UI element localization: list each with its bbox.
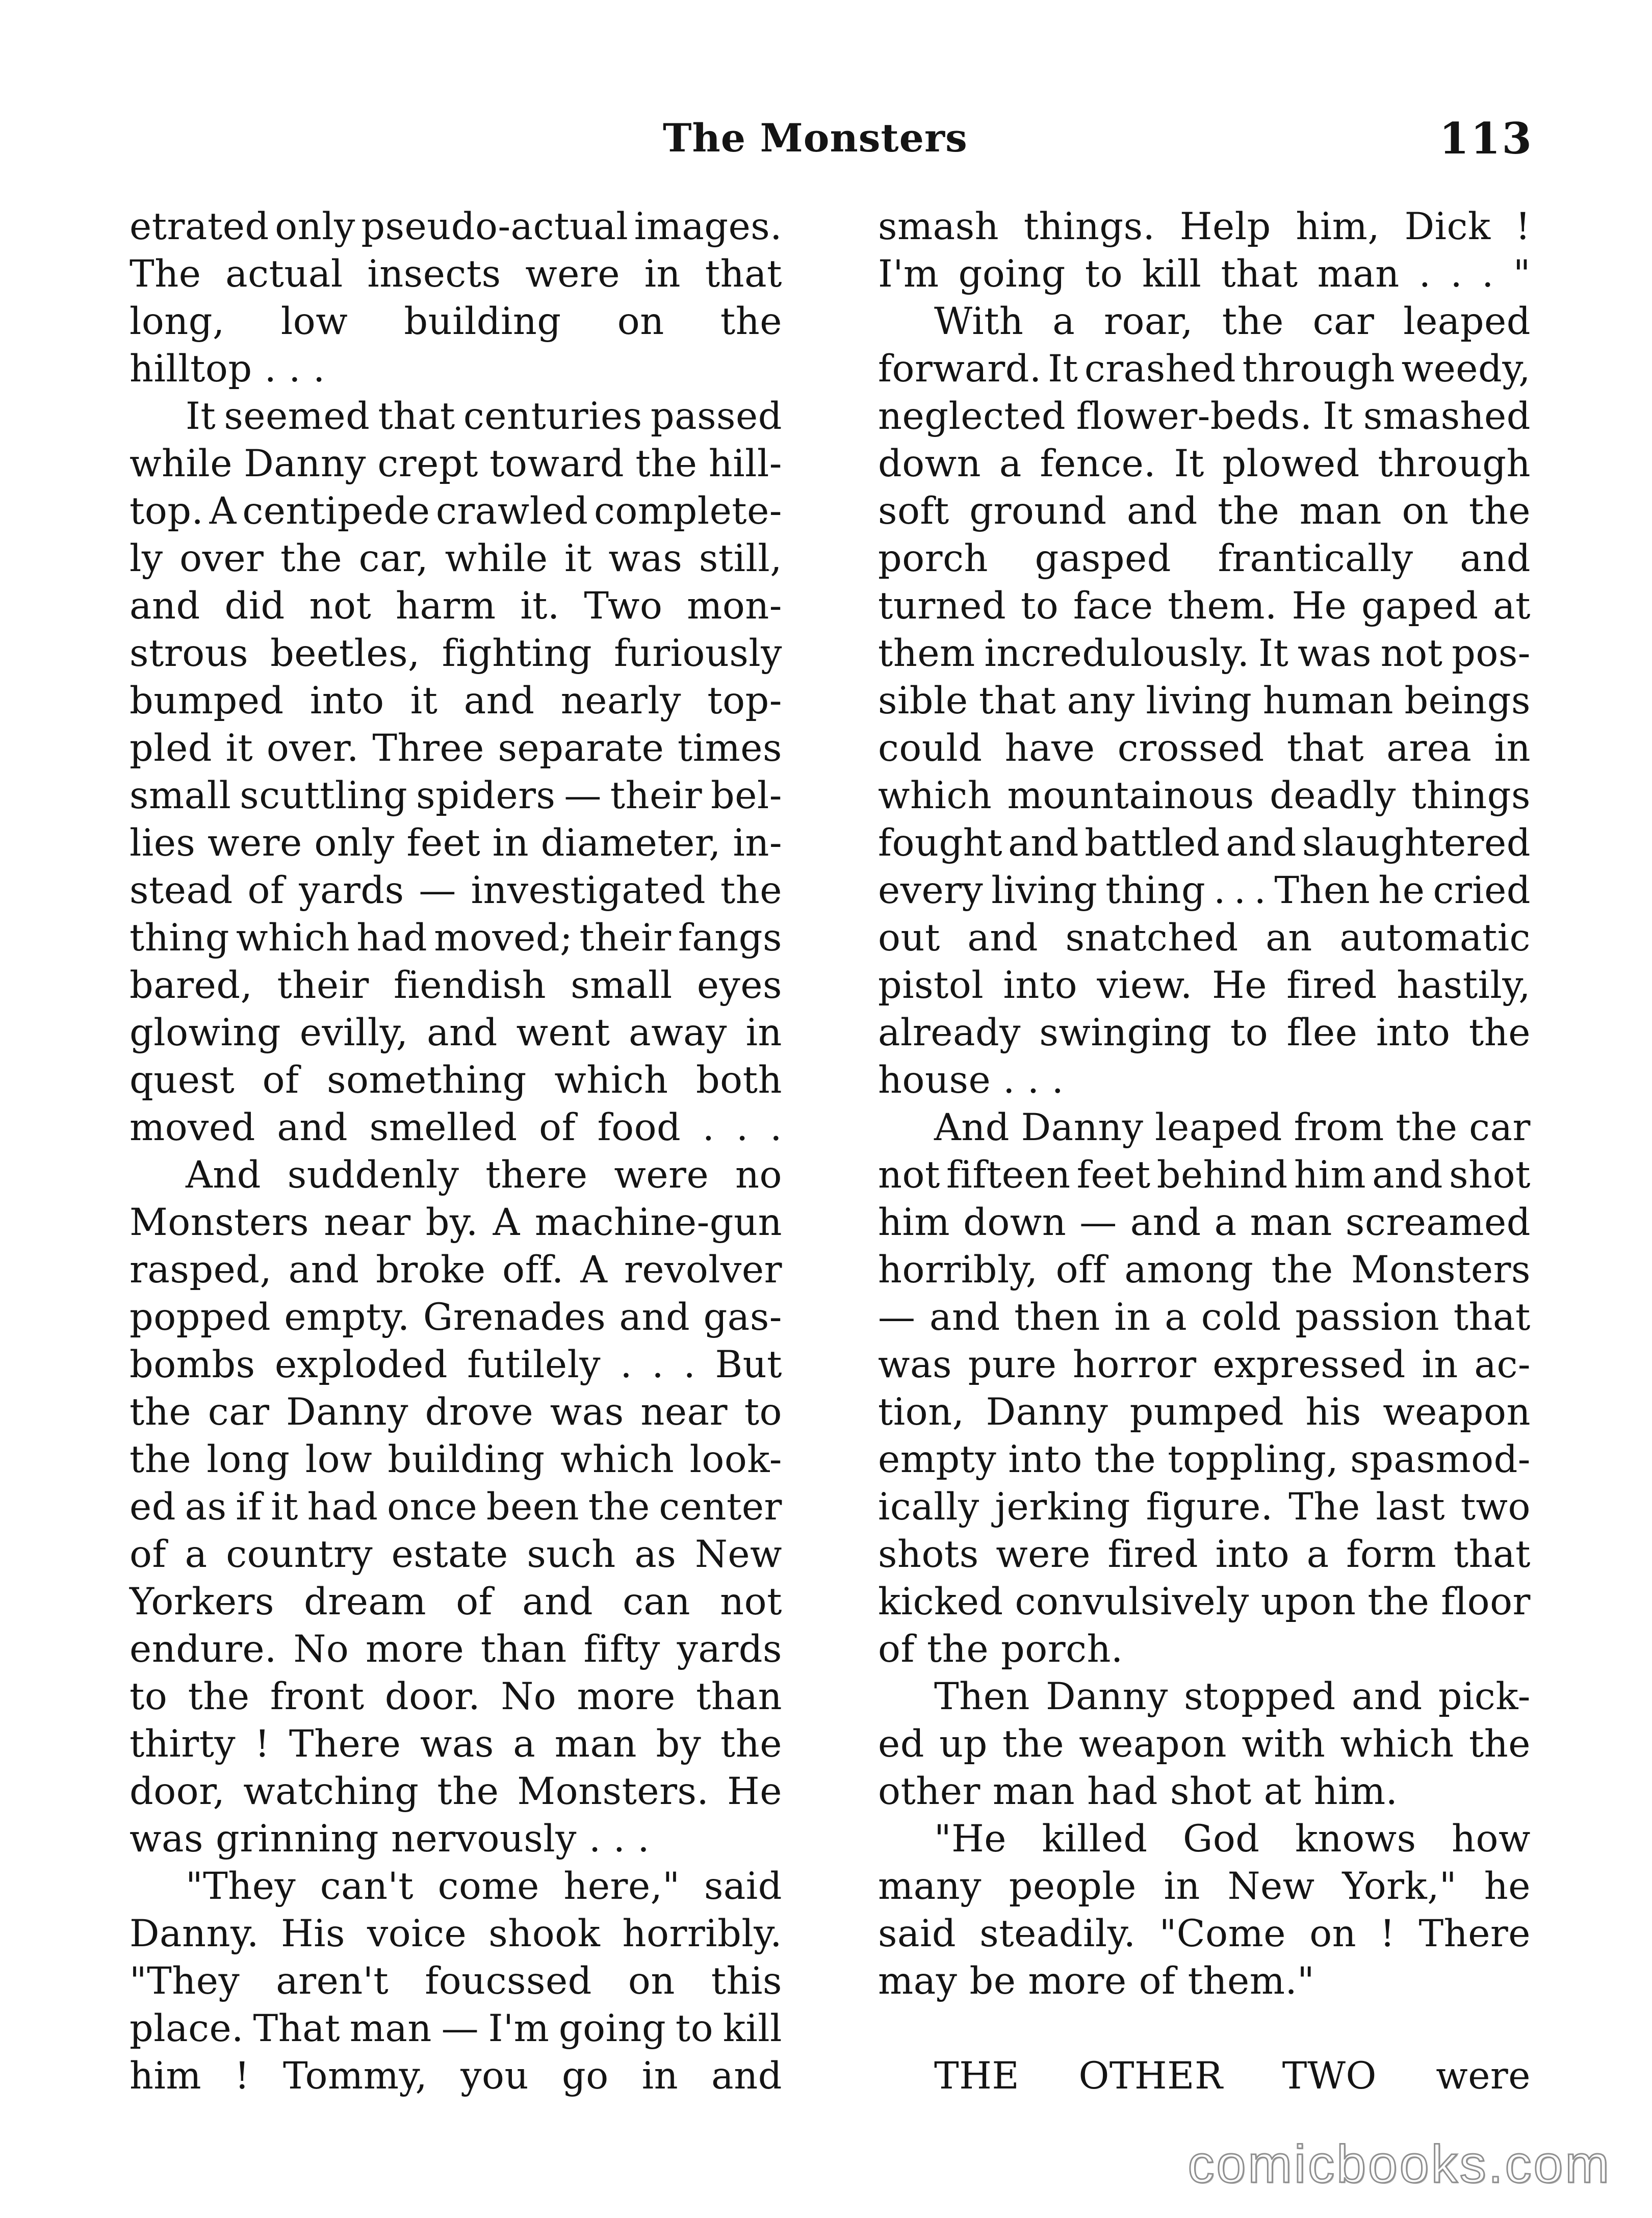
text-line: "They aren't foucssed on this (130, 1959, 782, 2003)
text-line: neglected flower-beds. It smashed (878, 395, 1531, 438)
text-line: and did not harm it. Two mon- (130, 584, 782, 628)
text-line: etrated only pseudo-actual images. (130, 205, 782, 248)
text-line: THE OTHER TWO were (934, 2054, 1531, 2098)
text-line: which mountainous deadly things (878, 774, 1531, 817)
text-line: of the porch. (878, 1628, 1123, 1671)
text-line: down a fence. It plowed through (878, 442, 1531, 485)
text-line: soft ground and the man on the (878, 489, 1531, 533)
watermark-text: comicbooks.com (1188, 2135, 1611, 2194)
text-line: fought and battled and slaughtered (878, 821, 1531, 865)
text-line: — and then in a cold passion that (878, 1296, 1531, 1339)
text-line: many people in New York," he (878, 1865, 1531, 1908)
text-column-right (878, 203, 1531, 2100)
text-line: small scuttling spiders — their bel- (130, 774, 782, 817)
text-line: lies were only feet in diameter, in- (130, 821, 782, 865)
text-line: endure. No more than fifty yards (130, 1628, 782, 1671)
text-line: I'm going to kill that man . . . " (878, 252, 1531, 296)
text-line: kicked convulsively upon the floor (878, 1580, 1531, 1623)
text-line: And Danny leaped from the car (934, 1106, 1531, 1149)
running-header-title: The Monsters (663, 115, 968, 161)
text-line: could have crossed that area in (878, 727, 1531, 770)
text-line: rasped, and broke off. A revolver (130, 1248, 782, 1292)
text-line: popped empty. Grenades and gas- (130, 1296, 782, 1339)
text-line: the long low building which look- (130, 1438, 782, 1481)
text-line: every living thing . . . Then he cried (878, 869, 1531, 912)
text-line: quest of something which both (130, 1059, 782, 1102)
text-line: porch gasped frantically and (878, 537, 1531, 580)
text-line: "He killed God knows how (934, 1817, 1531, 1861)
text-line: bumped into it and nearly top- (130, 679, 782, 723)
text-line: was pure horror expressed in ac- (878, 1343, 1531, 1386)
text-line: while Danny crept toward the hill- (130, 442, 782, 485)
text-line: Monsters near by. A machine-gun (130, 1201, 782, 1244)
text-line: already swinging to flee into the (878, 1011, 1531, 1054)
text-line: sible that any living human beings (878, 679, 1531, 723)
text-line: said steadily. "Come on ! There (878, 1912, 1531, 1955)
text-line: bombs exploded futilely . . . But (130, 1343, 782, 1386)
text-line: him down — and a man screamed (878, 1201, 1531, 1244)
text-line: the car Danny drove was near to (130, 1390, 782, 1434)
text-line: may be more of them." (878, 1959, 1315, 2003)
text-line: door, watching the Monsters. He (130, 1770, 782, 1813)
text-line: him ! Tommy, you go in and (130, 2054, 782, 2098)
text-line: ed up the weapon with which the (878, 1722, 1531, 1766)
text-line: glowing evilly, and went away in (130, 1011, 782, 1054)
text-line: place. That man — I'm going to kill (130, 2007, 782, 2050)
text-line: bared, their fiendish small eyes (130, 964, 782, 1007)
text-line: other man had shot at him. (878, 1770, 1398, 1813)
text-line: Then Danny stopped and pick- (934, 1675, 1531, 1718)
text-line: It seemed that centuries passed (186, 395, 782, 438)
text-line: moved and smelled of food . . . (130, 1106, 782, 1149)
text-line: was grinning nervously . . . (130, 1817, 650, 1861)
text-line: horribly, off among the Monsters (878, 1248, 1531, 1292)
text-line: shots were fired into a form that (878, 1533, 1531, 1576)
text-line: And suddenly there were no (186, 1153, 782, 1197)
text-line: ically jerking figure. The last two (878, 1485, 1531, 1529)
text-line: forward. It crashed through weedy, (878, 347, 1531, 391)
text-line: stead of yards — investigated the (130, 869, 782, 912)
text-line: smash things. Help him, Dick ! (878, 205, 1531, 248)
text-line: to the front door. No more than (130, 1675, 782, 1718)
text-line: top. A centipede crawled complete- (130, 489, 782, 533)
text-line: ed as if it had once been the center (130, 1485, 782, 1529)
text-line: tion, Danny pumped his weapon (878, 1390, 1531, 1434)
blank-line (878, 2005, 1531, 2052)
page-number: 113 (1439, 113, 1533, 164)
text-line: thing which had moved; their fangs (130, 916, 782, 960)
text-line: empty into the toppling, spasmod- (878, 1438, 1531, 1481)
text-line: ly over the car, while it was still, (130, 537, 782, 580)
text-line: pled it over. Three separate times (130, 727, 782, 770)
text-line: out and snatched an automatic (878, 916, 1531, 960)
text-line: them incredulously. It was not pos- (878, 632, 1531, 675)
text-line: house . . . (878, 1059, 1064, 1102)
text-line: long, low building on the (130, 300, 782, 343)
text-line: The actual insects were in that (130, 252, 782, 296)
text-line: pistol into view. He fired hastily, (878, 964, 1531, 1007)
text-line: not fifteen feet behind him and shot (878, 1153, 1531, 1197)
text-line: turned to face them. He gaped at (878, 584, 1531, 628)
text-line: hilltop . . . (130, 347, 325, 391)
text-line: Danny. His voice shook horribly. (130, 1912, 782, 1955)
text-line: With a roar, the car leaped (934, 300, 1531, 343)
text-line: of a country estate such as New (130, 1533, 782, 1576)
text-line: "They can't come here," said (186, 1865, 782, 1908)
text-line: thirty ! There was a man by the (130, 1722, 782, 1766)
text-line: strous beetles, fighting furiously (130, 632, 782, 675)
text-column-left (130, 203, 782, 2100)
text-line: Yorkers dream of and can not (130, 1580, 782, 1623)
